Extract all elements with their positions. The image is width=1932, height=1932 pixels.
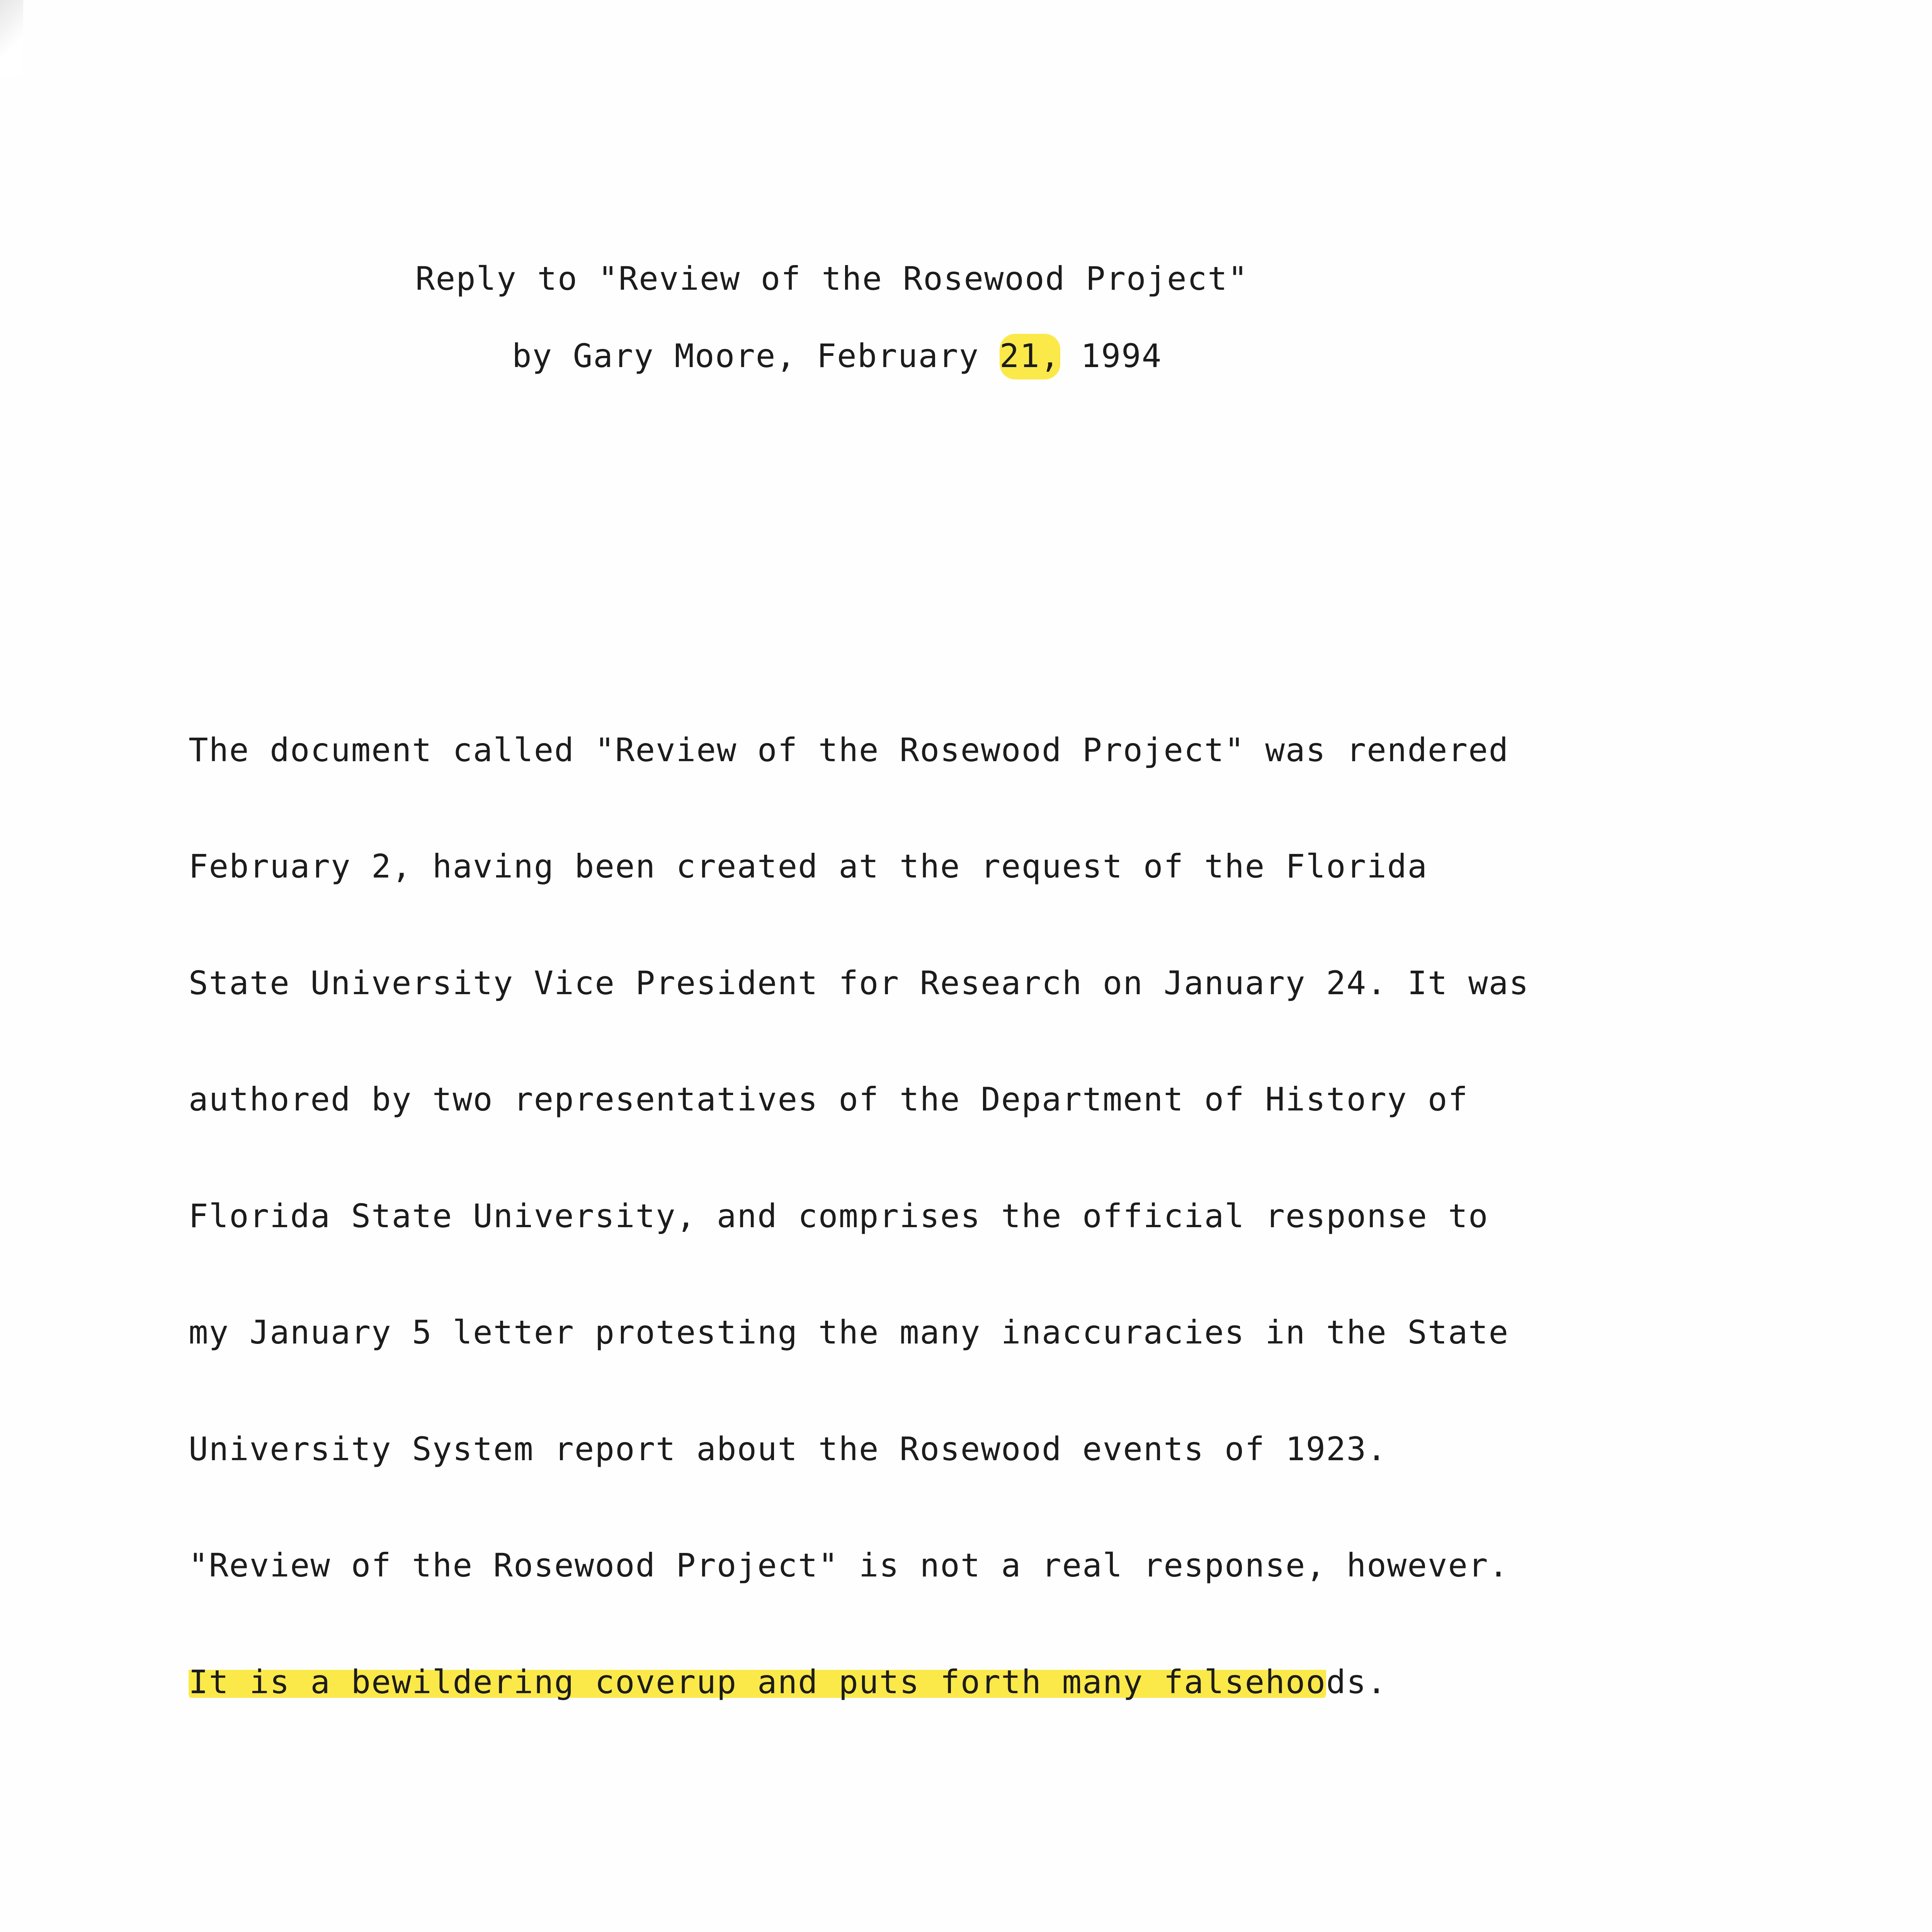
byline-year: 1994	[1060, 337, 1162, 375]
document-title: Reply to "Review of the Rosewood Project"	[415, 260, 1248, 298]
byline-prefix: by Gary Moore, February	[512, 337, 1000, 375]
byline	[512, 337, 1162, 375]
highlighted-text: It is a bewildering coverup and puts forth many falsehoo	[189, 1663, 1327, 1701]
text-line	[189, 1663, 1742, 1702]
text-line: Florida State University, and comprises the official response to	[189, 1197, 1489, 1235]
text-fragment: ds.	[1326, 1663, 1387, 1701]
text-line: State University Vice President for Research on January 24. It was	[189, 964, 1529, 1002]
highlighted-date: 21,	[1000, 334, 1061, 379]
scan-edge-shadow	[0, 0, 23, 77]
text-line: The document called "Review of the Rosewood Project" was rendered	[189, 731, 1509, 769]
text-line: authored by two representatives of the Department of History of	[189, 1080, 1469, 1118]
paragraph-1	[189, 653, 1742, 1779]
text-line: University System report about the Rosewood events of 1923.	[189, 1430, 1387, 1468]
document-body	[189, 536, 1742, 1932]
text-line: February 2, having been created at the request of the Florida	[189, 847, 1428, 885]
text-line: my January 5 letter protesting the many inaccuracies in the State	[189, 1313, 1509, 1351]
text-line: "Review of the Rosewood Project" is not a real response, however.	[189, 1546, 1509, 1584]
